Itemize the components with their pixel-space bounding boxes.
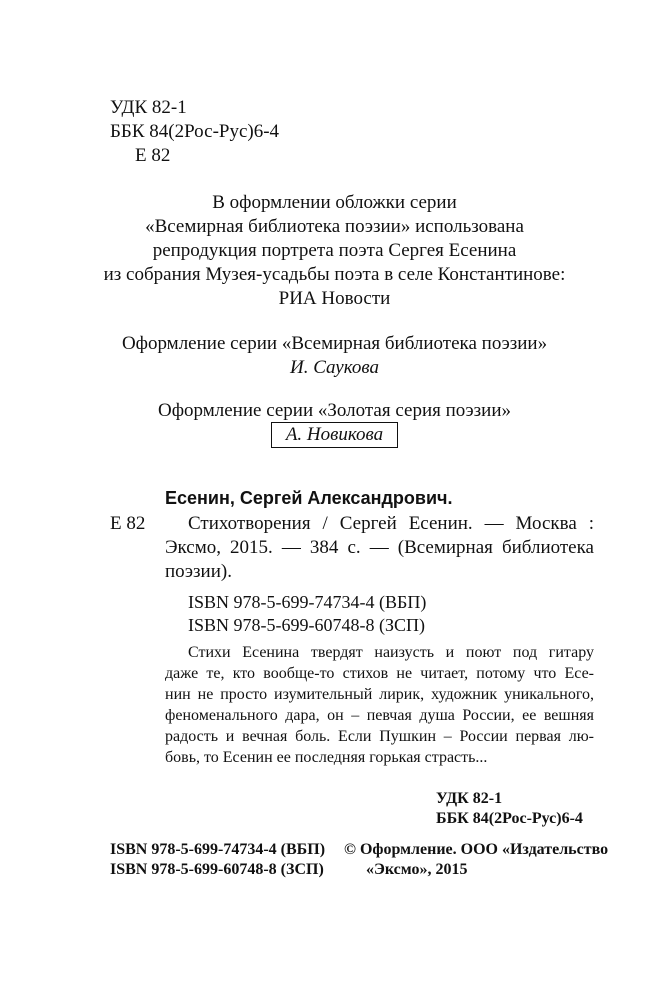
copyright-line: «Эксмо», 2015 [366,861,468,878]
catalog-line: Стихотворения / Сергей Есенин. — Москва : [188,513,594,534]
footer-isbn: ISBN 978-5-699-74734-4 (ВБП) [110,841,326,858]
bottom-udk-code: УДК 82-1 [436,790,503,807]
bottom-bbk-code: ББК 84(2Рос-Рус)6-4 [436,810,583,827]
annotation-line: Стихи Есенина твердят наизусть и поют под гитару [188,644,594,661]
catalog-line: Эксмо, 2015. — 384 с. — (Всемирная библиотека [165,537,594,558]
design-credit-series: Оформление серии «Золотая серия поэзии» [158,400,511,421]
annotation-line: нин не просто изумительный лирик, художник уникального, [165,686,594,703]
designer-name-box [0,422,669,448]
annotation-line: феноменального дара, он – певчая душа России, ее вешняя [165,707,594,724]
designer-name: И. Саукова [290,357,379,378]
catalog-isbn: ISBN 978-5-699-74734-4 (ВБП) [188,592,427,612]
designer-name: А. Новикова [271,422,398,448]
udk-code: УДК 82-1 [110,97,187,118]
bbk-code: ББК 84(2Рос-Рус)6-4 [110,121,280,142]
design-credit-series: Оформление серии «Всемирная библиотека поэзии» [121,333,548,354]
catalog-author-heading: Есенин, Сергей Александрович. [165,488,453,508]
catalog-line: поэзии). [165,561,232,582]
cover-note-line: репродукция портрета поэта Сергея Есенина [152,240,517,261]
author-mark: Е 82 [135,145,171,166]
catalog-author-mark: Е 82 [110,513,146,534]
cover-note-line: из собрания Музея-усадьбы поэта в селе Константинове: [103,264,566,285]
cover-note-line: «Всемирная библиотека поэзии» использована [145,216,524,237]
catalog-isbn: ISBN 978-5-699-60748-8 (ЗСП) [188,615,425,635]
annotation-line: радость и вечная боль. Если Пушкин – России первая лю- [165,728,594,745]
cover-note-line: РИА Новости [278,288,391,309]
footer-isbn: ISBN 978-5-699-60748-8 (ЗСП) [110,861,324,878]
copyright-line: © Оформление. ООО «Издательство [344,841,609,858]
annotation-line: бовь, то Есенин ее последняя горькая страсть... [165,749,488,766]
annotation-line: даже те, кто вообще-то стихов не читает, потому что Есе- [165,665,594,682]
cover-note-line: В оформлении обложки серии [212,192,457,213]
